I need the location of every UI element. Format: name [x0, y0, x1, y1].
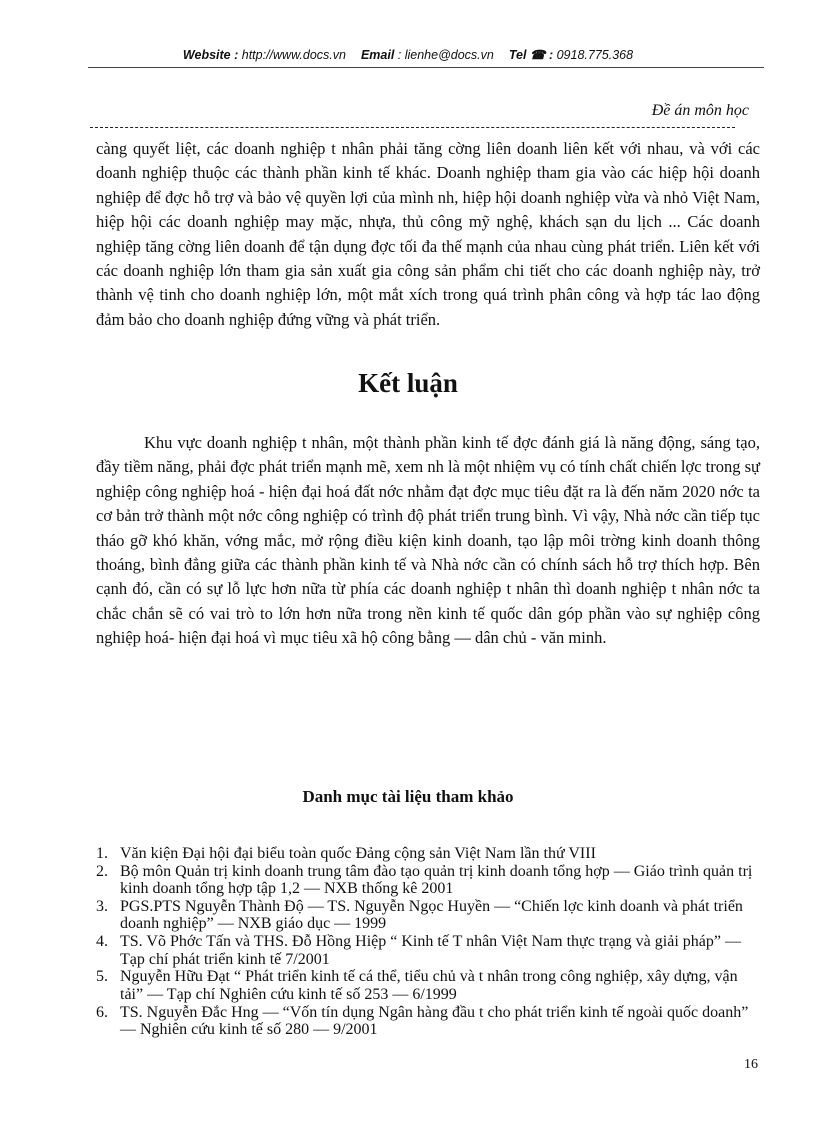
reference-item: [96, 898, 762, 933]
website-link[interactable]: http://www.docs.vn: [241, 48, 346, 62]
reference-number: 5.: [96, 968, 108, 986]
reference-item: [96, 863, 762, 898]
document-header-title: Đề án môn học: [651, 102, 749, 119]
body-paragraph-2: Khu vực doanh nghiệp t nhân, một thành phần kinh tế đợc đánh giá là năng động, sáng tạo, đầy tiềm năng, phải đợc phát triển mạnh mẽ, xem nh là một nhiệm vụ có tính chất chiến lợc trong sự nghiệp công nghiệp hoá - hiện đại hoá đất nớc nhằm đạt đợc mục tiêu đặt ra là đến năm 2020 nớc ta cơ bản trở thành một nớc công nghiệp có trình độ phát triển trung bình. Vì vậy, Nhà nớc cần tiếp tục tháo gỡ khó khăn, vớng mắc, mở rộng điều kiện kinh doanh, tạo lập môi trờng kinh doanh thông thoáng, bình đẳng giữa các thành phần kinh tế và Nhà nớc cần có chính sách hỗ trợ thích hợp. Bên cạnh đó, cần có sự lỗ lực hơn nữa từ phía các doanh nghiệp t nhân thì doanh nghiệp t nhân nớc ta chắc chắn sẽ có vai trò to lớn hơn nữa trong nền kinh tế quốc dân góp phần vào sự nghiệp công nghiệp hoá- hiện đại hoá vì mục tiêu xã hộ công bằng — dân chủ - văn minh.: [96, 433, 760, 648]
section-heading-conclusion: Kết luận: [358, 368, 458, 398]
header-dashed-divider: [90, 127, 735, 128]
reference-item: [96, 1004, 762, 1039]
email-link[interactable]: : lienhe@docs.vn: [397, 48, 494, 62]
reference-item: [96, 968, 762, 1003]
page-number: 16: [744, 1057, 758, 1072]
email-label: Email: [360, 48, 395, 62]
reference-text: PGS.PTS Nguyễn Thành Độ — TS. Nguyễn Ngọc Huyền — “Chiến lợc kinh doanh và phát triển doanh nghiệp” — NXB giáo dục — 1999: [120, 898, 743, 933]
tel-label: Tel ☎ :: [508, 48, 554, 62]
reference-number: 4.: [96, 933, 108, 951]
reference-number: 1.: [96, 845, 108, 862]
website-label: Website :: [182, 48, 239, 62]
reference-text: Văn kiện Đại hội đại biểu toàn quốc Đảng cộng sản Việt Nam lần thứ VIII: [120, 845, 596, 862]
reference-text: TS. Nguyễn Đắc Hng — “Vốn tín dụng Ngân hàng đầu t cho phát triển kinh tế ngoài quốc doanh” — Nghiên cứu kinh tế số 280 — 9/2001: [120, 1003, 749, 1039]
tel-value: 0918.775.368: [556, 48, 634, 62]
reference-number: 2.: [96, 862, 108, 880]
reference-text: Nguyễn Hữu Đạt “ Phát triển kinh tế cá thể, tiểu chủ và t nhân trong công nghiệp, xây dựng, vận tải” — Tạp chí Nghiên cứu kinh tế số 253 — 6/1999: [120, 968, 738, 1003]
reference-text: TS. Võ Phớc Tấn và THS. Đỗ Hồng Hiệp “ Kinh tế T nhân Việt Nam thực trạng và giải pháp” — Tạp chí phát triển kinh tế 7/2001: [120, 933, 741, 968]
reference-item: [96, 845, 762, 862]
reference-number: 3.: [96, 898, 108, 915]
reference-text: Bộ môn Quản trị kinh doanh trung tâm đào tạo quản trị kinh doanh tổng hợp — Giáo trình quản trị kinh doanh tổng hợp tập 1,2 — NXB thống kê 2001: [120, 862, 753, 898]
reference-item: [96, 933, 762, 968]
references-list: [96, 845, 762, 1039]
references-title: Danh mục tài liệu tham khảo: [302, 787, 514, 806]
document-topbar: [0, 47, 816, 62]
reference-number: 6.: [96, 1003, 108, 1021]
topbar-divider: [88, 67, 764, 68]
body-paragraph-1: càng quyết liệt, các doanh nghiệp t nhân phải tăng cờng liên doanh liên kết với nhau, và với các doanh nghiệp thuộc các thành phần kinh tế khác. Doanh nghiệp tham gia vào các hiệp hội doanh nghiệp để đợc hỗ trợ và bảo vệ quyền lợi của mình nh, hiệp hội doanh nghiệp vừa và nhỏ Việt Nam, hiệp hội các doanh nghiệp may mặc, nhựa, thủ công mỹ nghệ, khách sạn du lịch ... Các doanh nghiệp tăng cờng liên doanh để tận dụng đợc tối đa thế mạnh của nhau cùng phát triển. Liên kết với các doanh nghiệp lớn tham gia sản xuất gia công sản phẩm chi tiết cho các doanh nghiệp này, trở thành vệ tinh cho doanh nghiệp lớn, một mắt xích trong quá trình phân công và hợp tác lao động đảm bảo cho doanh nghiệp đứng vững và phát triển.: [96, 139, 760, 329]
